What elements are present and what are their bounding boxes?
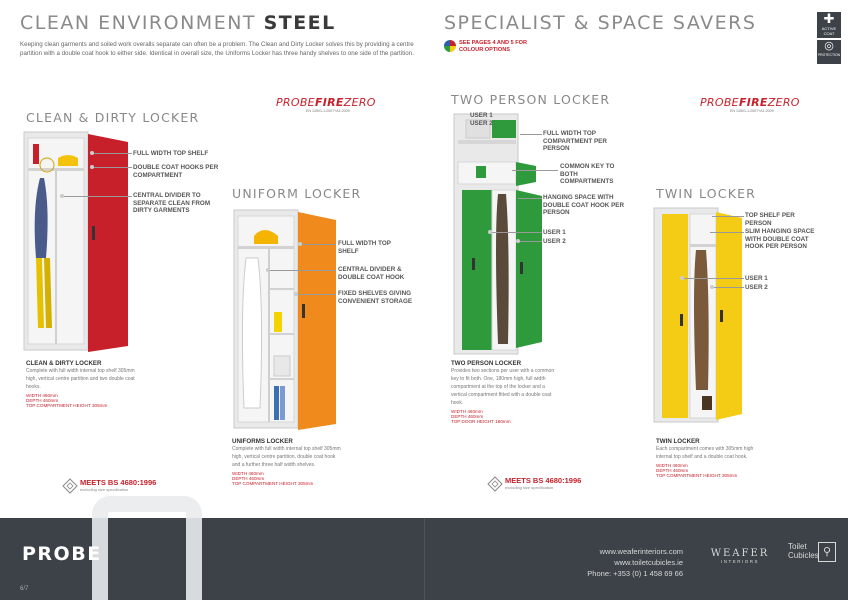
two-person-callout-3: HANGING SPACE WITH DOUBLE COAT HOOK PER PERSON [543, 194, 625, 216]
uniform-callout-2: CENTRAL DIVIDER & DOUBLE COAT HOOK [338, 266, 405, 281]
left-page-title: CLEAN ENVIRONMENT STEEL [20, 12, 336, 34]
twin-user2: USER 2 [745, 284, 768, 291]
clean-dirty-callout-3: CENTRAL DIVIDER TO SEPARATE CLEAN FROM DIRTY GARMENTS [133, 192, 211, 214]
uniform-callout-1: FULL WIDTH TOP SHELF [338, 240, 391, 255]
footer-website-1[interactable]: www.weaferinteriors.com [599, 547, 683, 556]
clean-dirty-locker-image [22, 130, 132, 352]
see-pages-note: SEE PAGES 4 AND 5 FOR COLOUR OPTIONS [444, 40, 539, 54]
footer-website-2[interactable]: www.toiletcubicles.ie [614, 558, 683, 567]
two-person-callout-1: FULL WIDTH TOP COMPARTMENT PER PERSON [543, 130, 607, 152]
uniform-callout-3: FIXED SHELVES GIVING CONVENIENT STORAGE [338, 290, 413, 305]
two-person-locker-image [452, 112, 548, 356]
two-person-user2b: USER 2 [543, 238, 566, 245]
twin-user1: USER 1 [745, 275, 768, 282]
twin-locker-image [652, 206, 748, 424]
active-coat-badge: ✚ ACTIVE COAT [817, 12, 841, 38]
kitemark-icon [487, 476, 503, 492]
firezero-logo-right: PROBEFIREZERO EN 13501-1:2007+A1:2009 [700, 96, 800, 113]
uniform-caption: UNIFORMS LOCKER Complete with full width internal top shelf 305mm high, vertical centre partition, double coat hook and a further three half width shelves. WIDTH 460mm DEPTH 460mm TOP COMPARTMENT HEIGHT 305mm [232, 438, 341, 486]
clean-dirty-callout-1: FULL WIDTH TOP SHELF [133, 150, 209, 157]
firezero-logo-left: PROBEFIREZERO EN 13501-1:2007+A1:2009 [276, 96, 376, 113]
right-page-title: SPECIALIST & SPACE SAVERS [444, 12, 757, 34]
clean-dirty-callout-2: DOUBLE COAT HOOKS PER COMPARTMENT [133, 164, 219, 179]
page-number: 6/7 [20, 586, 29, 592]
clean-dirty-caption: CLEAN & DIRTY LOCKER Complete with full width internal top shelf 305mm high, vertical centre partition and two double coat hooks. WIDTH 460mm DEPTH 460mm TOP COMPARTMENT HEIGHT 305mm [26, 360, 135, 408]
two-person-user1b: USER 1 [543, 229, 566, 236]
left-intro-text: Keeping clean garments and soiled work overalls separate can often be a problem. The Clean and Dirty Locker solves this by providing a centre partition with a double coat hook to either side. Identical in overall size, the Uniforms Locker has three handy shelves to one side of the partition. [20, 41, 414, 57]
footer-contact [565, 546, 683, 579]
bs-badge-right: MEETS BS 4680:1996 excluding size specification [487, 476, 581, 490]
footer-watermark-shape [92, 496, 202, 600]
two-person-user2: USER 2 [470, 120, 493, 127]
two-person-callout-2: COMMON KEY TO BOTH COMPARTMENTS [560, 163, 615, 185]
footer-phone: Phone: +353 (0) 1 458 69 66 [587, 569, 683, 578]
protection-badge: ◎ PROTECTION [817, 40, 841, 64]
two-person-caption: TWO PERSON LOCKER Provides two sections per user with a common key to fit both. One, 180mm high, full width compartment at the top of the locker and a vertical compartment fitted with a double coat hook. WIDTH 460mm DEPTH 460mm TOP DOOR HEIGHT 180mm [451, 360, 555, 424]
uniform-locker-image [232, 208, 340, 430]
two-person-user1: USER 1 [470, 112, 493, 119]
uniform-heading: UNIFORM LOCKER [232, 186, 362, 201]
bs-badge-left: MEETS BS 4680:1996 excluding size specification [62, 478, 156, 492]
toilet-icon: ⚲ [818, 542, 836, 562]
twin-callout-2: SLIM HANGING SPACE WITH DOUBLE COAT HOOK PER PERSON [745, 228, 815, 250]
two-person-heading: TWO PERSON LOCKER [451, 92, 611, 107]
clean-dirty-heading: CLEAN & DIRTY LOCKER [26, 110, 200, 125]
kitemark-icon [62, 478, 78, 494]
footer-bar: PROBE www.weaferinteriors.com www.toiletcubicles.ie Phone: +353 (0) 1 458 69 66 WEAFER INTERIORS Toilet Cubicles ⚲ 6/7 [0, 518, 848, 600]
twin-heading: TWIN LOCKER [656, 186, 757, 201]
footer-divider [424, 518, 425, 600]
weafer-logo: WEAFER INTERIORS [710, 548, 770, 564]
footer-brand: PROBE [22, 543, 102, 565]
twin-callout-1: TOP SHELF PER PERSON [745, 212, 795, 227]
twin-caption: TWIN LOCKER Each compartment comes with 305mm high internal top shelf and a double coat hook. WIDTH 460mm DEPTH 460mm TOP COMPARTMENT HEIGHT 305mm [656, 438, 754, 478]
